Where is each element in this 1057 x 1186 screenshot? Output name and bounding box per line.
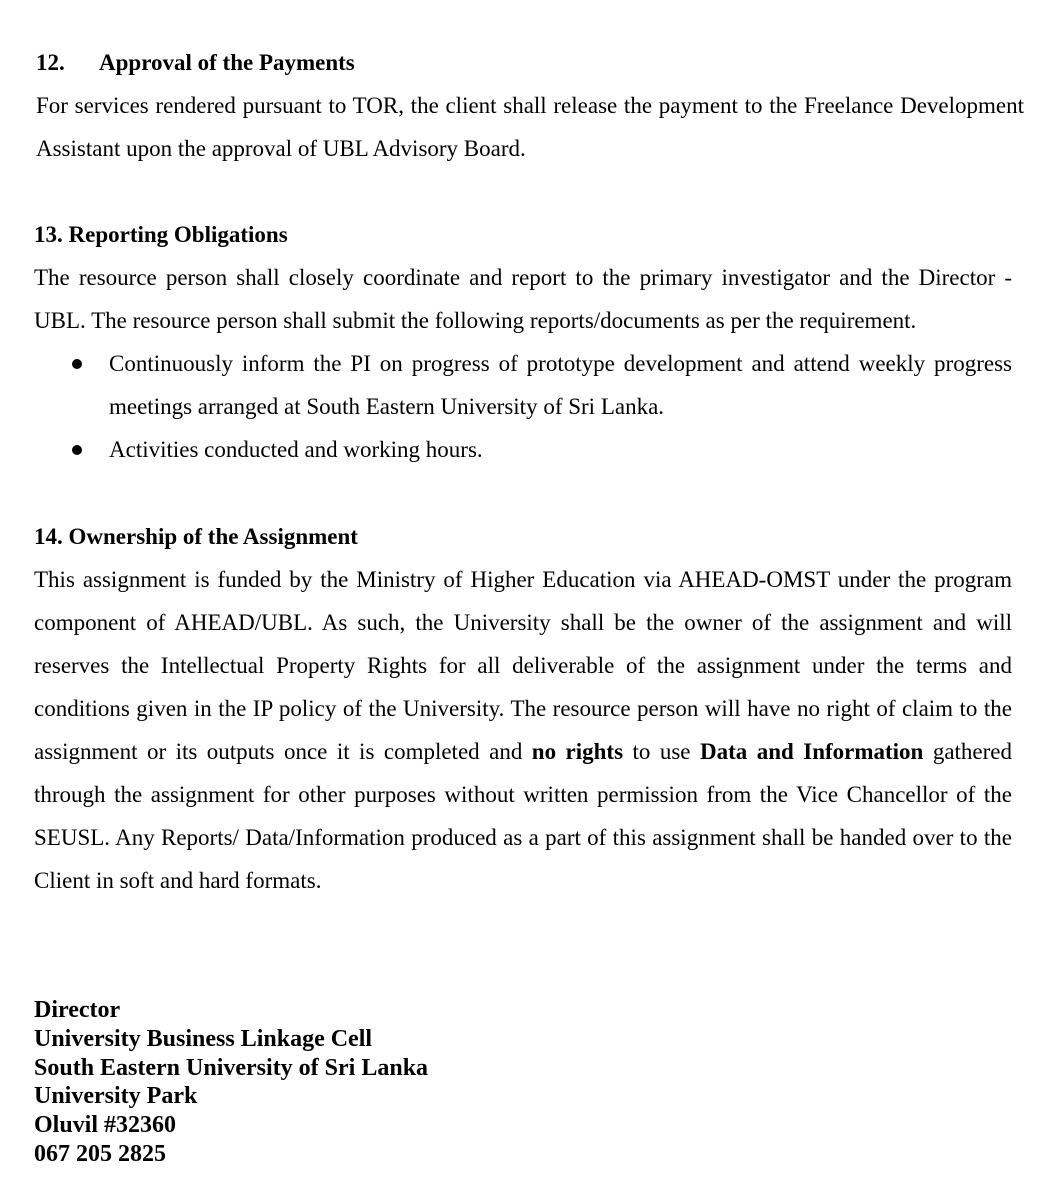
bold-no-rights: no rights (531, 739, 624, 764)
bold-data-and-information: Data and Information (699, 739, 924, 764)
signature-block (34, 996, 428, 1169)
list-item (34, 342, 1012, 428)
list-item-text: Continuously inform the PI on progress of prototype development and attend weekly progress meetings arranged at South Eastern University of Sri Lanka. (109, 351, 1012, 419)
signature-address: University Park (34, 1083, 198, 1110)
signature-university: South Eastern University of Sri Lanka (34, 1054, 429, 1081)
body-text: This assignment is funded by the Ministry of Higher Education via AHEAD-OMST under the program component of AHEAD/UBL. As such, the University shall be the owner of the assignment and will reserves the Intellectual Property Rights for all deliverable of the assignment under the terms and conditions given in the IP policy of the University. The resource person will have no right of claim to the assignment or its outputs once it is completed and (34, 567, 1012, 764)
list-item (34, 428, 1012, 471)
section-body (34, 558, 1012, 902)
section-number: 12. (36, 50, 65, 75)
section-heading: 13. Reporting Obligations (34, 222, 288, 247)
bullet-list (34, 342, 1012, 471)
bullet-icon (72, 359, 82, 369)
list-item-text: Activities conducted and working hours. (109, 437, 483, 462)
bullet-icon (72, 445, 82, 455)
signature-phone: 067 205 2825 (34, 1140, 166, 1167)
section-body: For services rendered pursuant to TOR, the client shall release the payment to the Freelance Development Assistant upon the approval of UBL Advisory Board. (36, 93, 1024, 161)
signature-title: Director (34, 997, 121, 1023)
signature-department: University Business Linkage Cell (34, 1025, 373, 1052)
section-approval-of-payments (36, 41, 1024, 170)
section-title: Approval of the Payments (99, 50, 355, 75)
body-text: gathered through the assignment for other purposes without written permission from the Vice Chancellor of the SEUSL. Any Reports/ Data/Information produced as a part of this assignment shall be handed over to the Client in soft and hard formats. (34, 739, 1012, 893)
body-text: to use (623, 739, 700, 764)
section-ownership-of-assignment (34, 515, 1012, 902)
section-heading: 14. Ownership of the Assignment (34, 524, 358, 549)
signature-postal: Oluvil #32360 (34, 1112, 177, 1139)
section-heading (36, 41, 1024, 84)
section-reporting-obligations (34, 213, 1012, 471)
section-body: The resource person shall closely coordinate and report to the primary investigator and the Director - UBL. The resource person shall submit the following reports/documents as per the requirement. (34, 265, 1012, 333)
